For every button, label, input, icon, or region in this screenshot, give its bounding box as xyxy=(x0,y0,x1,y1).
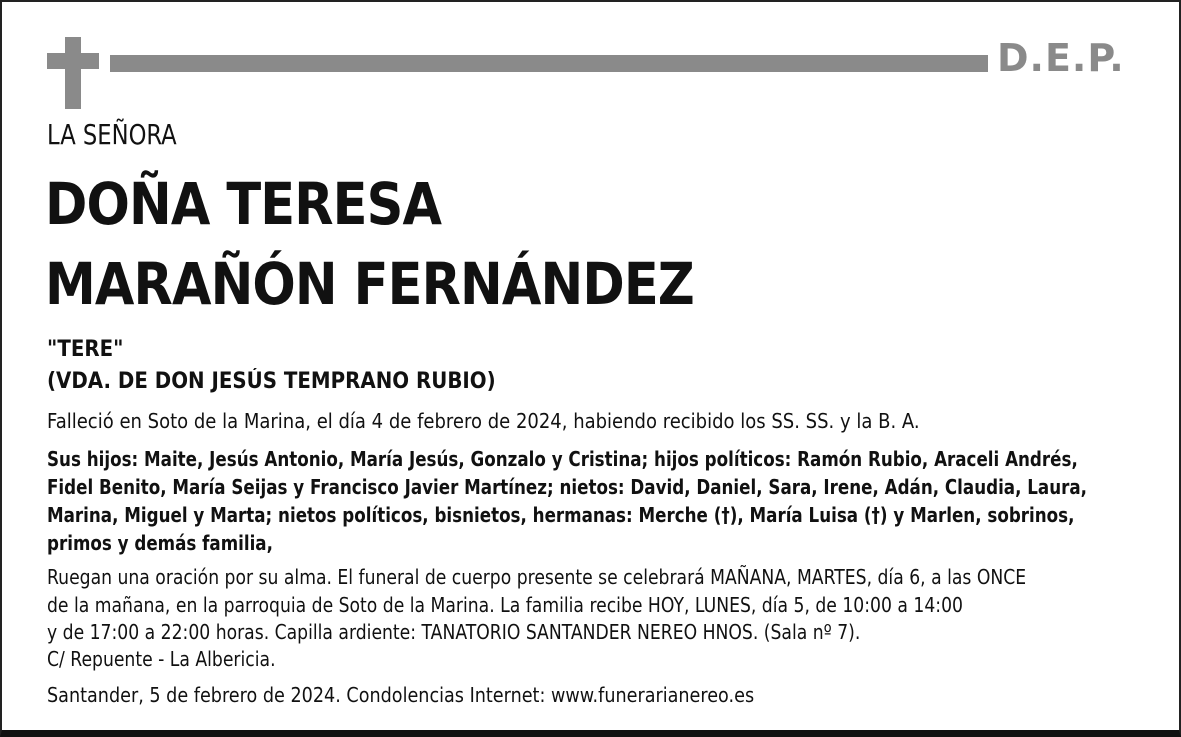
funeral-line: de la mañana, en la parroquia de Soto de la Marina. La familia recibe HOY, LUNES, día 5, de 10:00 a 14:00 xyxy=(47,593,963,617)
cross-icon xyxy=(47,37,99,109)
funeral-line: y de 17:00 a 22:00 horas. Capilla ardiente: TANATORIO SANTANDER NEREO HNOS. (Sala nº 7). xyxy=(47,620,861,644)
footer-line: Santander, 5 de febrero de 2024. Condolencias Internet: www.funerarianereo.es xyxy=(47,683,755,707)
dep-label: D.E.P. xyxy=(997,36,1125,80)
family-line: primos y demás familia, xyxy=(47,531,273,555)
intro-label: LA SEÑORA xyxy=(47,118,177,151)
funeral-line: Ruegan una oración por su alma. El funeral de cuerpo presente se celebrará MAÑANA, MARTES, día 6, a las ONCE xyxy=(47,565,1027,589)
header-rule xyxy=(110,55,988,72)
widow-of: (VDA. DE DON JESÚS TEMPRANO RUBIO) xyxy=(47,369,496,394)
funeral-line: C/ Repuente - La Albericia. xyxy=(47,647,276,671)
deceased-name-line1: DOÑA TERESA xyxy=(45,170,442,238)
deceased-name-line2: MARAÑÓN FERNÁNDEZ xyxy=(45,250,694,318)
family-line: Fidel Benito, María Seijas y Francisco Javier Martínez; nietos: David, Daniel, Sara, Irene, Adán, Claudia, Laura, xyxy=(47,475,1087,499)
family-line: Marina, Miguel y Marta; nietos políticos, bisnietos, hermanas: Merche (†), María Luisa (†) y Marlen, sobrinos, xyxy=(47,503,1075,527)
death-notice: Falleció en Soto de la Marina, el día 4 de febrero de 2024, habiendo recibido los SS. SS. y la B. A. xyxy=(47,409,920,433)
family-line: Sus hijos: Maite, Jesús Antonio, María Jesús, Gonzalo y Cristina; hijos políticos: Ramón Rubio, Araceli Andrés, xyxy=(47,447,1078,471)
nickname: "TERE" xyxy=(47,337,124,362)
